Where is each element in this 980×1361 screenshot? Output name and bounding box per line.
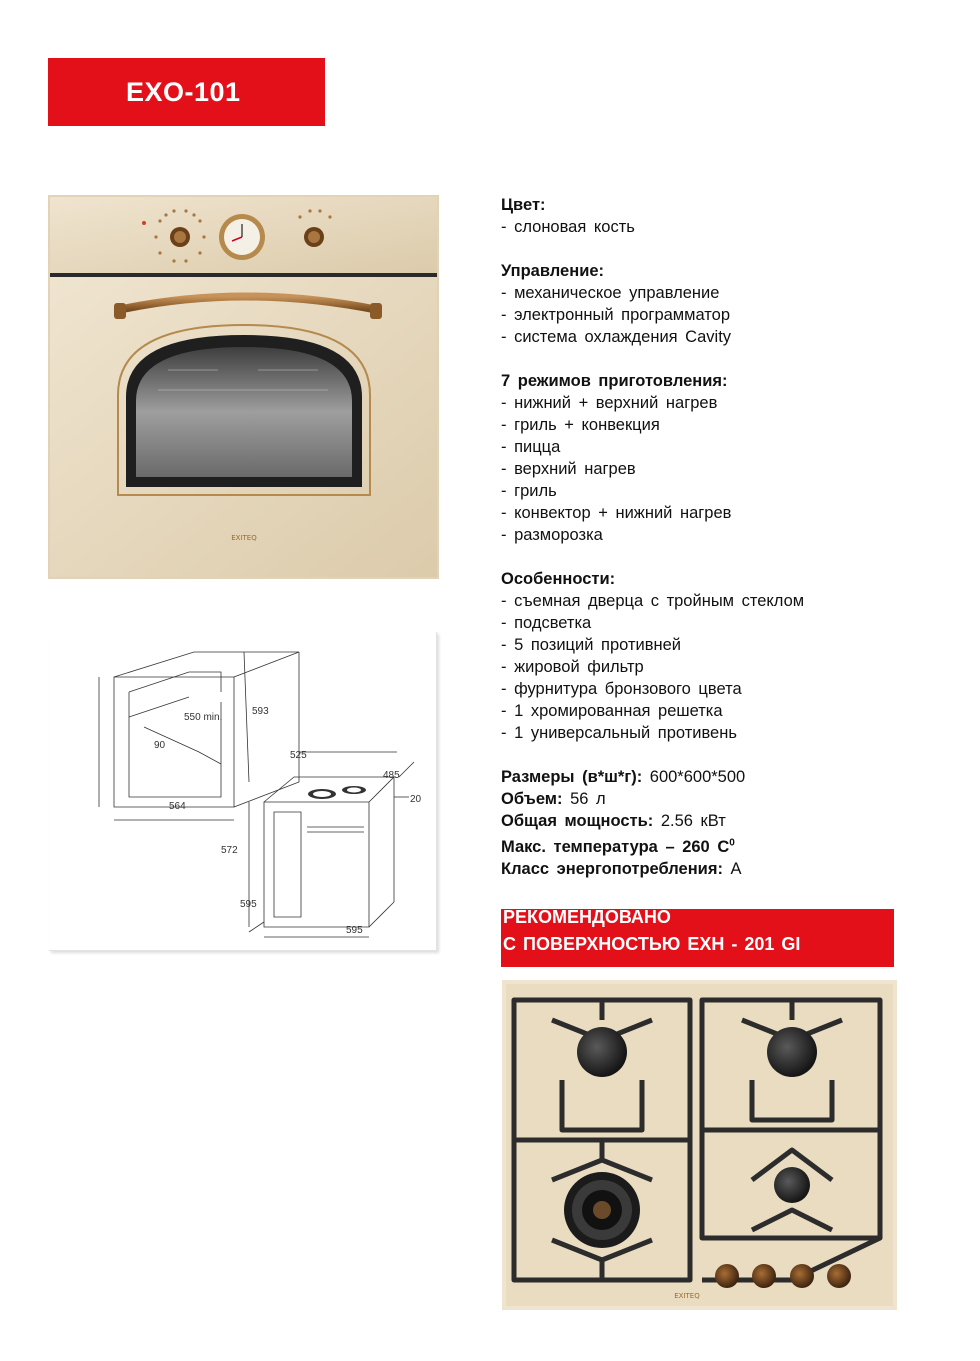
dim-485: 485 (383, 770, 400, 781)
modes-heading: 7 режимов приготовления: (501, 372, 728, 390)
mode-item: - конвектор + нижний нагрев (501, 504, 732, 522)
hob-knob (790, 1264, 814, 1288)
dimensions-row: Размеры (в*ш*г): 600*600*500 (501, 768, 746, 786)
color-heading: Цвет: (501, 196, 546, 214)
mode-item: - нижний + верхний нагрев (501, 394, 718, 412)
feature-item: - 5 позиций противней (501, 636, 681, 654)
feature-item: - съемная дверца с тройным стеклом (501, 592, 805, 610)
feature-item: - подсветка (501, 614, 592, 632)
hob-knob (715, 1264, 739, 1288)
feature-item: - 1 хромированная решетка (501, 702, 723, 720)
color-item: - слоновая кость (501, 218, 635, 236)
mode-item: - верхний нагрев (501, 460, 636, 478)
power-row: Общая мощность: 2.56 кВт (501, 812, 726, 830)
dim-595-width: 595 (346, 925, 363, 936)
burner-top-right (767, 1027, 817, 1077)
hob-photo (502, 980, 897, 1310)
dim-595-depth: 595 (240, 899, 257, 910)
burner-top-left (577, 1027, 627, 1077)
feature-item: - 1 универсальный противень (501, 724, 737, 742)
control-heading: Управление: (501, 262, 605, 280)
hob-brand-logo: EXITEQ (674, 1292, 700, 1300)
clock-dial-icon (219, 214, 265, 260)
installation-schematic (49, 632, 437, 951)
mode-item: - пицца (501, 438, 561, 456)
dim-564: 564 (169, 801, 186, 812)
hob-knob (752, 1264, 776, 1288)
right-knob (304, 227, 324, 247)
model-title-banner (48, 58, 325, 126)
mode-item: - разморозка (501, 526, 603, 544)
dim-525: 525 (290, 750, 307, 761)
dim-20: 20 (410, 794, 422, 805)
left-knob (170, 227, 190, 247)
specifications (501, 194, 961, 880)
burner-bottom-left-triple (564, 1172, 640, 1248)
dim-572: 572 (221, 845, 238, 856)
mode-item: - гриль (501, 482, 557, 500)
max-temperature-row: Макс. температура – 260 $С^0$ (501, 837, 735, 856)
model-title: EXO-101 (126, 76, 241, 107)
oven-brand-logo: EXITEQ (231, 534, 257, 542)
features-heading: Особенности: (501, 570, 616, 588)
hob-knob (827, 1264, 851, 1288)
burner-bottom-right-small (774, 1167, 810, 1203)
recommended-banner (501, 909, 894, 967)
recommended-line-2: С ПОВЕРХНОСТЬЮ EXH - 201 GI (503, 934, 801, 954)
recommended-line-1: РЕКОМЕНДОВАНО (503, 907, 671, 927)
mode-item: - гриль + конвекция (501, 416, 660, 434)
control-item: - механическое управление (501, 284, 720, 302)
feature-item: - фурнитура бронзового цвета (501, 680, 742, 698)
oven-photo (48, 195, 439, 579)
dim-90: 90 (154, 740, 166, 751)
volume-row: Объем: 56 л (501, 790, 606, 808)
control-item: - система охлаждения Cavity (501, 328, 732, 346)
dim-550min: 550 min. (184, 712, 223, 723)
energy-class-row: Класс энергопотребления: А (501, 859, 742, 878)
dim-593: 593 (252, 706, 269, 717)
control-item: - электронный программатор (501, 306, 731, 324)
feature-item: - жировой фильтр (501, 658, 644, 676)
